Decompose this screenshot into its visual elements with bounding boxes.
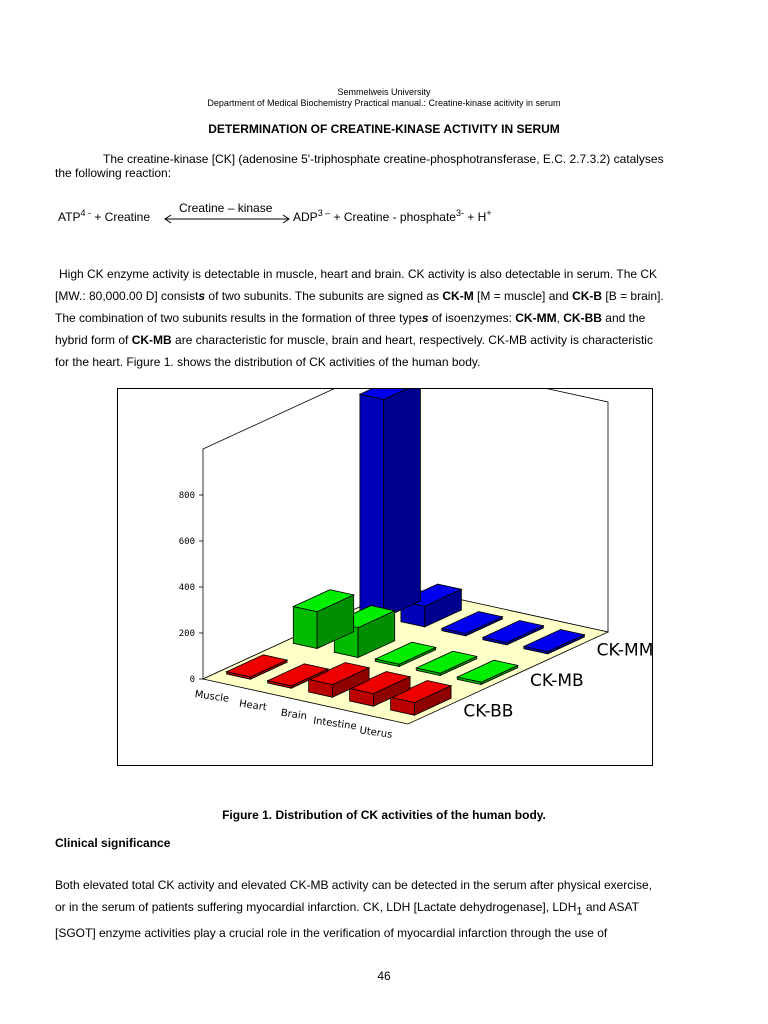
p2-line-1: Both elevated total CK activity and elevated CK-MB activity can be detected in the serum after physical exercise, xyxy=(55,878,652,892)
eq-adp: ADP xyxy=(293,210,318,224)
eq-atp: ATP xyxy=(58,210,81,224)
p1-line-2: [MW.: 80,000.00 D] consists of two subunits. The subunits are signed as CK-M [M = muscle] and CK-B [B = brain]. xyxy=(55,289,664,303)
eq-plus-h: + H xyxy=(467,210,487,224)
reaction-products xyxy=(293,208,492,224)
bar-ck-mb-muscle-front xyxy=(293,607,317,649)
y-tick-label: 600 xyxy=(178,537,195,547)
p2-line-3: [SGOT] enzyme activities play a crucial role in the verification of myocardial infarction through the use of xyxy=(55,926,608,941)
section-heading-clinical: Clinical significance xyxy=(55,836,171,850)
eq-plus-phosphate: + Creatine - phosphate xyxy=(333,210,456,224)
category-label: Heart xyxy=(238,698,268,714)
p1-line-3: The combination of two subunits results in the formation of three types of isoenzymes: CK-MM, CK-BB and the xyxy=(55,311,646,325)
bar-ck-mm-muscle-side xyxy=(384,389,421,618)
paragraph-ck-overview xyxy=(55,263,714,373)
document-title: DETERMINATION OF CREATINE-KINASE ACTIVITY IN SERUM xyxy=(208,122,560,136)
header-university: Semmelweis University xyxy=(337,87,431,97)
y-tick-label: 200 xyxy=(178,629,195,639)
eq-atp-charge: 4 - xyxy=(80,208,91,218)
eq-h-charge: + xyxy=(486,208,492,218)
figure-caption: Figure 1. Distribution of CK activities of the human body. xyxy=(222,808,546,822)
reaction-equation xyxy=(58,208,150,224)
paragraph-clinical xyxy=(55,874,714,944)
series-label: CK-BB xyxy=(463,701,514,722)
header-department: Department of Medical Biochemistry Practical manual.: Creatine-kinase acitivity in serum xyxy=(207,98,561,108)
category-label: Uterus xyxy=(358,725,393,741)
series-label: CK-MM xyxy=(596,640,652,661)
category-label: Intestine xyxy=(312,715,358,733)
eq-phosphate-charge: 3- xyxy=(455,208,464,218)
p1-line-1: High CK enzyme activity is detectable in muscle, heart and brain. CK activity is also detectable in serum. The CK xyxy=(59,267,658,281)
series-label: CK-MB xyxy=(530,671,584,691)
p1-line-5: for the heart. Figure 1. shows the distribution of CK activities of the human body. xyxy=(55,355,481,369)
p1-line-4: hybrid form of CK-MB are characteristic for muscle, brain and heart, respectively. CK-MB activity is characteristic xyxy=(55,333,653,347)
bar-ck-mm-muscle-front xyxy=(360,394,384,618)
eq-plus-creatine: + Creatine xyxy=(94,210,151,224)
figure-ck-distribution xyxy=(117,388,653,766)
intro-line-1: The creatine-kinase [CK] (adenosine 5'-triphosphate creatine-phosphotransferase, E.C. 2.7.3.2) catalyses xyxy=(103,152,664,166)
category-label: Muscle xyxy=(193,689,230,705)
eq-adp-charge: 3 – xyxy=(317,208,331,218)
category-label: Brain xyxy=(280,707,308,723)
intro-line-2: the following reaction: xyxy=(55,166,172,180)
page-number: 46 xyxy=(377,969,391,983)
y-tick-label: 400 xyxy=(178,583,195,593)
eq-enzyme: Creatine – kinase xyxy=(179,201,273,215)
y-tick-label: 0 xyxy=(189,675,195,685)
ck-3d-bar-chart xyxy=(118,389,652,765)
p2-line-2: or in the serum of patients suffering myocardial infarction. CK, LDH [Lactate dehydrogenase], $LDH_1$ and ASAT xyxy=(55,900,639,918)
y-tick-label: 800 xyxy=(178,491,195,501)
